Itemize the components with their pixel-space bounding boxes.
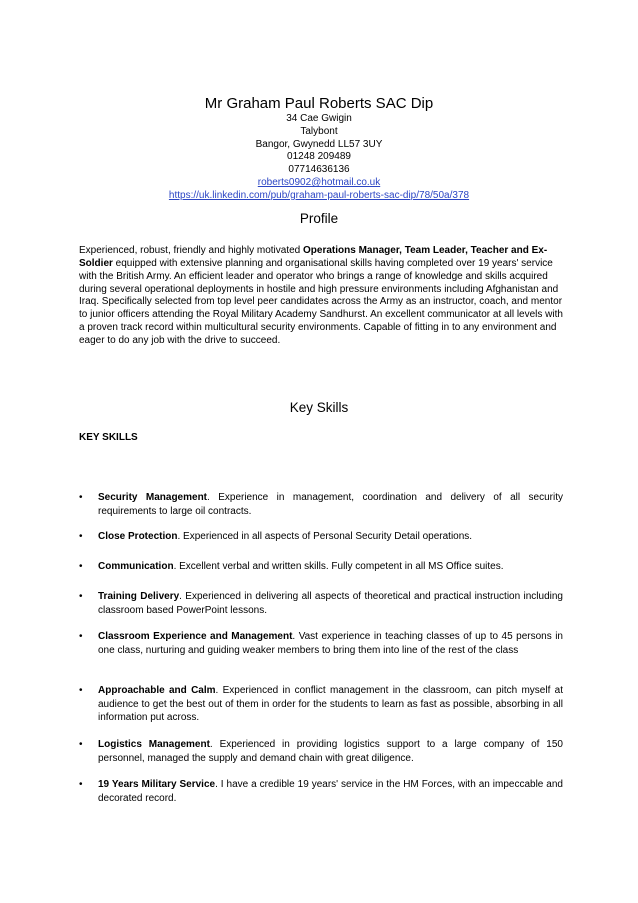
skill-item-military-service: [79, 778, 563, 805]
skill-title: Close Protection: [98, 531, 178, 542]
linkedin-link[interactable]: https://uk.linkedin.com/pub/graham-paul-roberts-sac-dip/78/50a/378: [168, 189, 470, 201]
bullet-icon: •: [79, 531, 83, 542]
skill-item-classroom: [79, 630, 563, 657]
skill-text: . Experienced in delivering all aspects of theoretical and practical instruction including classroom based PowerPoint lessons.: [98, 591, 563, 616]
skill-item-close-protection: [79, 530, 563, 544]
profile-text-1: Experienced, robust, friendly and highly motivated: [79, 245, 304, 256]
profile-paragraph: [79, 245, 563, 348]
address-line-1: 34 Cae Gwigin: [286, 113, 352, 124]
bullet-icon: •: [79, 492, 83, 503]
skill-text: . I have a credible 19 years' service in the HM Forces, with an impeccable and decorated record.: [98, 779, 563, 804]
skill-text: . Excellent verbal and written skills. Fully competent in all MS Office suites.: [173, 561, 504, 572]
profile-bold-roles: Operations Manager, Team Leader, Teacher and Ex-Soldier: [79, 245, 548, 269]
key-skills-label: KEY SKILLS: [79, 432, 138, 443]
skill-item-training: [79, 590, 563, 617]
skill-title: Classroom Experience and Management: [98, 631, 293, 642]
address-line-2: Talybont: [300, 125, 338, 137]
skill-title: Logistics Management: [98, 739, 210, 750]
profile-text-2: equipped with extensive planning and organisational skills having completed over 19 years' service with the British Army. An efficient leader and operator who brings a range of knowledge and skills acquired during several operational deployments in hostile and high pressure environments including Afghanistan and Iraq. Specifically selected from top level peer candidates across the Army as an instructor, coach, and mentor to junior officers attending the Royal Military Academy Sandhurst. An excellent communicator at all levels with a proven track record within multicultural security environments. Capable of fitting in to any environment and eager to do any job with the drive to succeed.: [79, 257, 563, 346]
phone-landline: 01248 209489: [287, 151, 351, 163]
address-line-3: Bangor, Gwynedd LL57 3UY: [255, 138, 383, 150]
skill-title: 19 Years Military Service: [98, 779, 216, 790]
skill-item-communication: [79, 560, 563, 574]
bullet-icon: •: [79, 685, 83, 696]
email-link[interactable]: roberts0902@hotmail.co.uk: [257, 176, 381, 188]
bullet-icon: •: [79, 591, 83, 602]
skill-text: . Experience in management, coordination and delivery of all security requirements to large oil contracts.: [98, 492, 563, 517]
skill-title: Communication: [98, 561, 174, 572]
phone-mobile: 07714636136: [288, 164, 350, 176]
skill-item-approachable: [79, 684, 563, 725]
bullet-icon: •: [79, 779, 83, 790]
cv-name: Mr Graham Paul Roberts SAC Dip: [204, 95, 434, 112]
bullet-icon: •: [79, 561, 83, 572]
skill-text: . Vast experience in teaching classes of up to 45 persons in one class, nurturing and guiding weaker members to bring them into line of the rest of the class: [98, 631, 563, 656]
skill-item-security: [79, 491, 563, 518]
skill-title: Training Delivery: [98, 591, 180, 602]
skill-title: Approachable and Calm: [98, 685, 216, 696]
skill-text: . Experienced in all aspects of Personal Security Detail operations.: [177, 531, 473, 542]
key-skills-heading: Key Skills: [289, 400, 349, 415]
profile-heading: Profile: [299, 211, 339, 226]
contact-block: [0, 113, 638, 203]
skill-text: . Experienced in providing logistics support to a large company of 150 personnel, managed the supply and demand chain with great diligence.: [98, 739, 563, 764]
bullet-icon: •: [79, 631, 83, 642]
skill-title: Security Management: [98, 492, 208, 503]
skill-item-logistics: [79, 738, 563, 765]
bullet-icon: •: [79, 739, 83, 750]
skill-text: . Experienced in conflict management in the classroom, can pitch myself at audience to get the best out of them in order for the students to learn as fast as possible, absorbing in all information put across.: [98, 685, 564, 723]
